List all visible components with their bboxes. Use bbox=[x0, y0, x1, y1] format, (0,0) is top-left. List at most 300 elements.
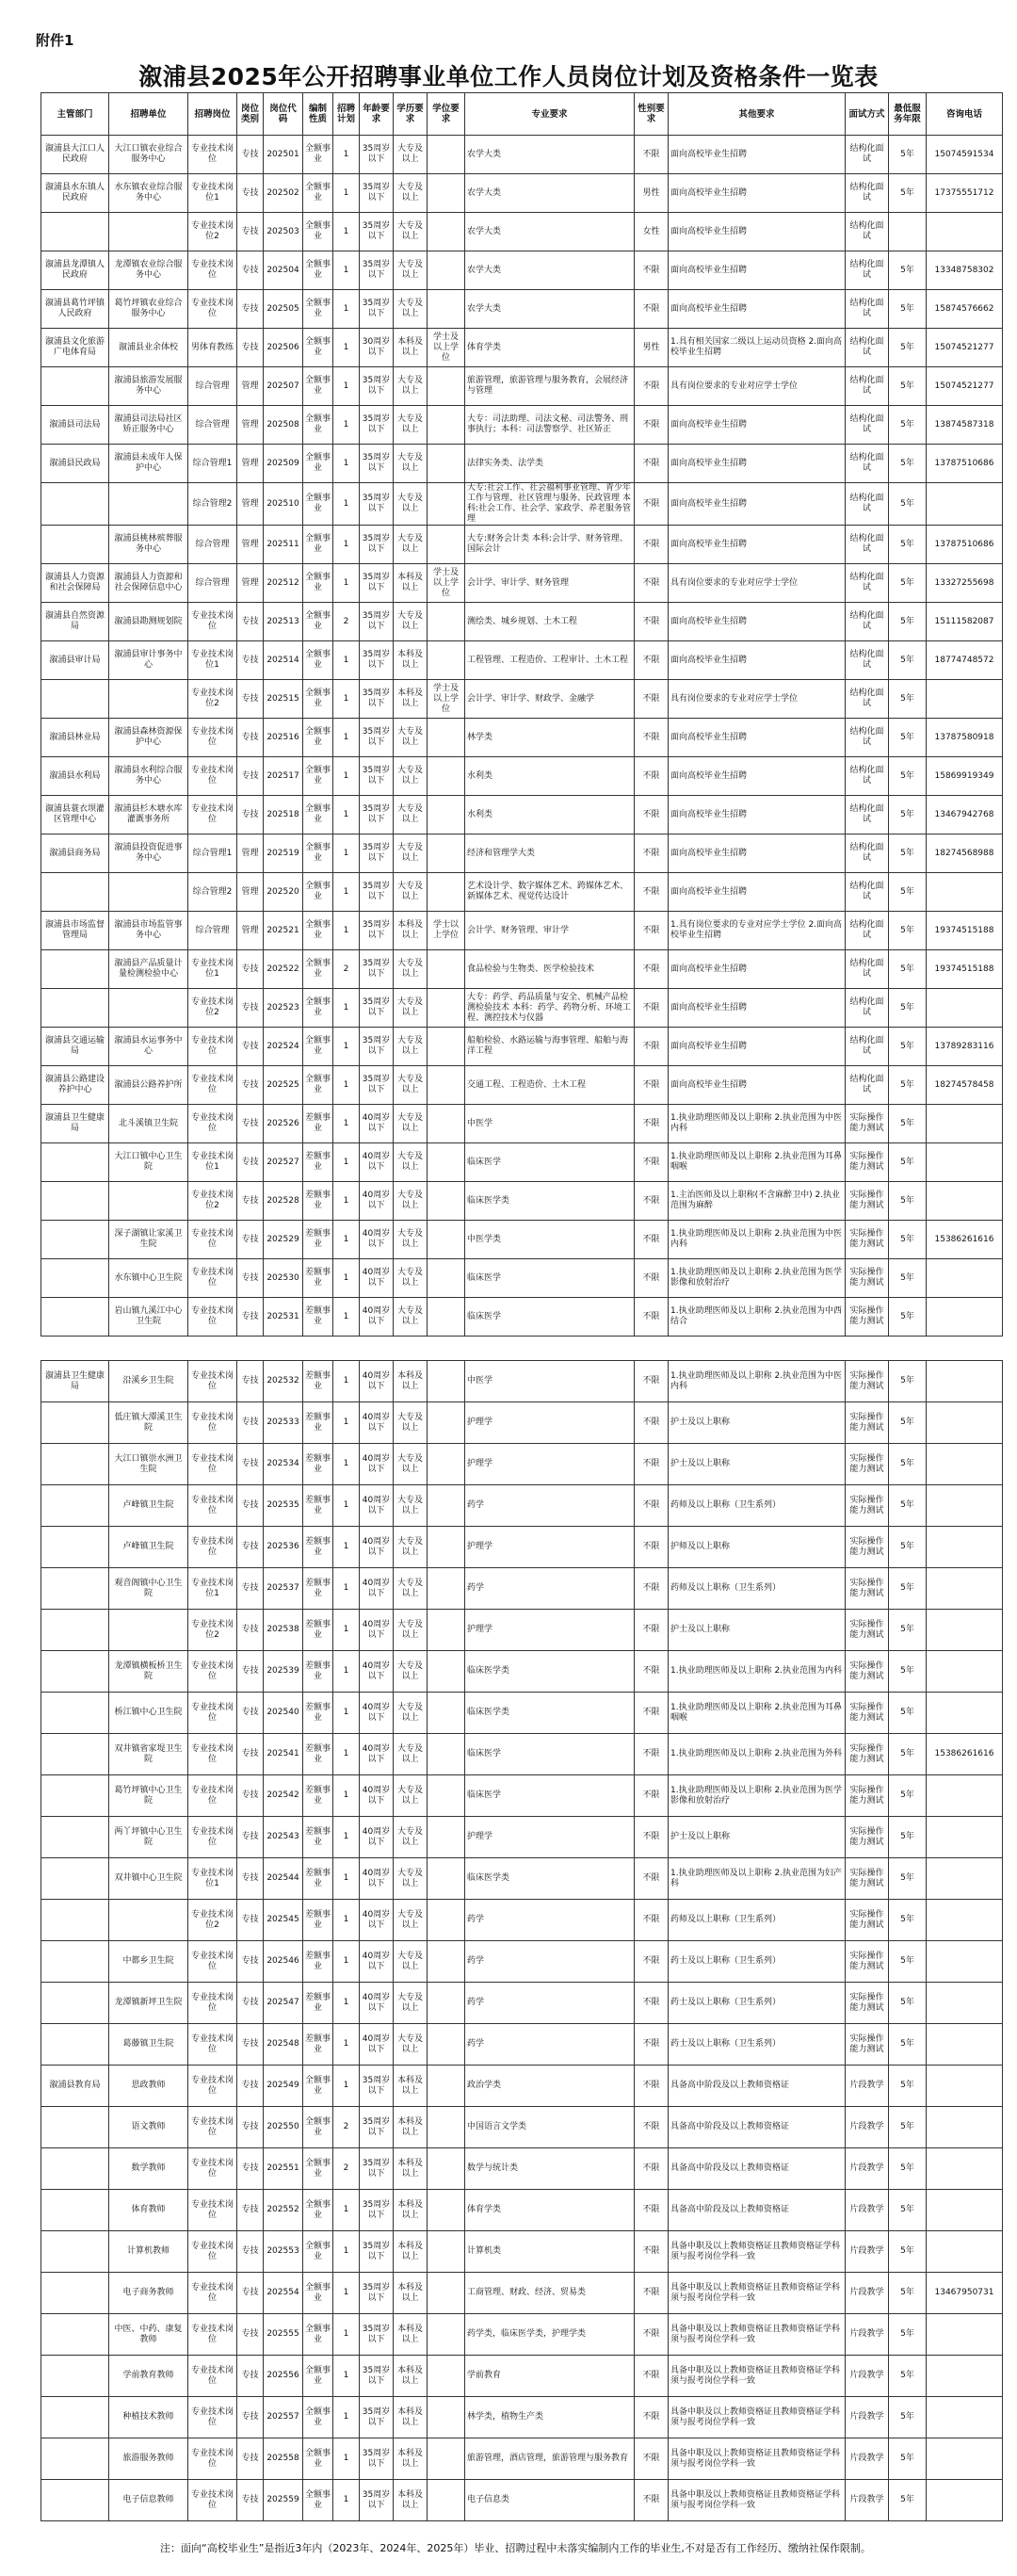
table-cell: 实际操作能力测试 bbox=[846, 1858, 889, 1900]
table-cell: 全额事业 bbox=[303, 680, 333, 719]
table-cell: 5年 bbox=[889, 1066, 927, 1105]
table-cell: 全额事业 bbox=[303, 2273, 333, 2314]
table-cell bbox=[927, 2356, 1003, 2397]
table-cell: 专技 bbox=[237, 1734, 264, 1775]
table-cell bbox=[927, 2480, 1003, 2521]
table-cell: 结构化面试 bbox=[846, 367, 889, 406]
table-cell: 龙潭镇新坪卫生院 bbox=[109, 1983, 188, 2024]
table-row bbox=[41, 834, 1003, 873]
table-row bbox=[41, 1734, 1003, 1775]
table-cell: 具备中职及以上教师资格证且教师资格证学科须与报考岗位学科一致 bbox=[669, 2356, 846, 2397]
table-row bbox=[41, 2397, 1003, 2438]
table-cell: 1.执业助理医师及以上职称 2.执业范围为医学影像和放射治疗 bbox=[669, 1775, 846, 1817]
table-cell: 5年 bbox=[889, 1485, 927, 1527]
table-cell: 40周岁以下 bbox=[360, 1817, 394, 1858]
table-cell: 药士及以上职称（卫生系列） bbox=[669, 1983, 846, 2024]
table-cell: 大专及以上 bbox=[394, 950, 428, 989]
table-cell: 专技 bbox=[237, 1444, 264, 1485]
table-cell: 5年 bbox=[889, 1028, 927, 1066]
table-cell: 旅游管理，酒店管理，旅游管理与服务教育 bbox=[465, 2438, 635, 2480]
table-cell: 全额事业 bbox=[303, 483, 333, 526]
table-cell: 专业技术岗位 bbox=[188, 2148, 237, 2190]
table-cell: 不限 bbox=[635, 680, 669, 719]
table-cell: 药士及以上职称（卫生系列） bbox=[669, 2024, 846, 2066]
table-cell: 1 bbox=[333, 1298, 360, 1337]
table-cell bbox=[41, 2190, 109, 2231]
table-row bbox=[41, 136, 1003, 174]
table-cell: 5年 bbox=[889, 1858, 927, 1900]
table-cell: 40周岁以下 bbox=[360, 1941, 394, 1983]
footnote: 注：面向“高校毕业生”是指近3年内（2023年、2024年、2025年）毕业、招聘过程中未落实编制内工作的毕业生,不对是否有工作经历、缴纳社保作限制。 bbox=[160, 2542, 871, 2554]
table-cell: 具备高中阶段及以上教师资格证 bbox=[669, 2148, 846, 2190]
table-cell: 专技 bbox=[237, 1361, 264, 1402]
table-cell: 不限 bbox=[635, 719, 669, 757]
table-cell: 专业技术岗位 bbox=[188, 1527, 237, 1568]
table-cell: 1 bbox=[333, 2024, 360, 2066]
table-cell: 202525 bbox=[264, 1066, 303, 1105]
table-cell: 15386261616 bbox=[927, 1221, 1003, 1259]
table-cell: 1 bbox=[333, 1693, 360, 1734]
table-cell: 1 bbox=[333, 1983, 360, 2024]
table-cell: 不限 bbox=[635, 2356, 669, 2397]
table-cell: 大江口镇农业综合服务中心 bbox=[109, 136, 188, 174]
table-cell: 大专及以上 bbox=[394, 136, 428, 174]
table-cell: 护理学 bbox=[465, 1817, 635, 1858]
table-cell: 35周岁以下 bbox=[360, 1066, 394, 1105]
table-cell: 大专及以上 bbox=[394, 1105, 428, 1143]
table-cell: 面向高校毕业生招聘 bbox=[669, 641, 846, 680]
column-header: 专业要求 bbox=[465, 93, 635, 136]
table-cell: 18274568988 bbox=[927, 834, 1003, 873]
table-cell: 202523 bbox=[264, 989, 303, 1028]
table-cell: 15869919349 bbox=[927, 757, 1003, 796]
table-cell: 专技 bbox=[237, 757, 264, 796]
table-cell: 不限 bbox=[635, 2190, 669, 2231]
table-cell: 35周岁以下 bbox=[360, 367, 394, 406]
table-cell bbox=[428, 445, 465, 483]
table-cell: 15074521277 bbox=[927, 329, 1003, 367]
table-cell: 不限 bbox=[635, 1734, 669, 1775]
table-cell: 大专及以上 bbox=[394, 1402, 428, 1444]
table-cell: 5年 bbox=[889, 873, 927, 912]
table-cell: 35周岁以下 bbox=[360, 719, 394, 757]
table-row bbox=[41, 2231, 1003, 2273]
table-cell: 溆浦县人力资源和社会保障信息中心 bbox=[109, 564, 188, 603]
table-cell: 实际操作能力测试 bbox=[846, 1610, 889, 1651]
table-cell: 不限 bbox=[635, 1568, 669, 1610]
table-cell: 大专及以上 bbox=[394, 1182, 428, 1221]
table-cell bbox=[428, 1221, 465, 1259]
table-row bbox=[41, 641, 1003, 680]
table-cell: 不限 bbox=[635, 1298, 669, 1337]
table-cell: 具备中职及以上教师资格证且教师资格证学科须与报考岗位学科一致 bbox=[669, 2273, 846, 2314]
table-row bbox=[41, 1444, 1003, 1485]
table-cell: 面向高校毕业生招聘 bbox=[669, 483, 846, 526]
table-cell: 专技 bbox=[237, 950, 264, 989]
table-cell: 1 bbox=[333, 2397, 360, 2438]
table-row bbox=[41, 445, 1003, 483]
table-row bbox=[41, 912, 1003, 950]
table-cell: 1 bbox=[333, 834, 360, 873]
table-cell: 临床医学类 bbox=[465, 1651, 635, 1693]
table-cell: 综合管理1 bbox=[188, 445, 237, 483]
table-cell: 结构化面试 bbox=[846, 1066, 889, 1105]
table-cell: 不限 bbox=[635, 1444, 669, 1485]
table-cell bbox=[428, 757, 465, 796]
table-cell: 面向高校毕业生招聘 bbox=[669, 603, 846, 641]
table-cell bbox=[428, 1568, 465, 1610]
table-cell: 专业技术岗位2 bbox=[188, 1610, 237, 1651]
table-cell: 35周岁以下 bbox=[360, 757, 394, 796]
table-cell bbox=[109, 1182, 188, 1221]
table-cell: 低庄镇大潭溪卫生院 bbox=[109, 1402, 188, 1444]
table-cell bbox=[41, 1817, 109, 1858]
table-cell: 1 bbox=[333, 1900, 360, 1941]
table-cell: 葛竹坪镇中心卫生院 bbox=[109, 1775, 188, 1817]
table-cell: 40周岁以下 bbox=[360, 1485, 394, 1527]
table-cell: 溆浦县人力资源和社会保障局 bbox=[41, 564, 109, 603]
table-cell: 不限 bbox=[635, 1527, 669, 1568]
table-cell: 专技 bbox=[237, 1941, 264, 1983]
table-cell bbox=[927, 1817, 1003, 1858]
table-cell: 综合管理2 bbox=[188, 873, 237, 912]
table-cell: 具备中职及以上教师资格证且教师资格证学科须与报考岗位学科一致 bbox=[669, 2397, 846, 2438]
table-cell: 面向高校毕业生招聘 bbox=[669, 174, 846, 213]
table-cell: 不限 bbox=[635, 526, 669, 564]
table-cell: 专业技术岗位 bbox=[188, 251, 237, 290]
table-cell bbox=[41, 950, 109, 989]
table-cell: 差额事业 bbox=[303, 1983, 333, 2024]
table-cell: 体育教师 bbox=[109, 2190, 188, 2231]
table-cell: 202541 bbox=[264, 1734, 303, 1775]
table-cell: 202542 bbox=[264, 1775, 303, 1817]
table-cell bbox=[428, 2356, 465, 2397]
table-cell: 不限 bbox=[635, 1259, 669, 1298]
table-cell: 差额事业 bbox=[303, 1402, 333, 1444]
table-cell: 护士及以上职称 bbox=[669, 1402, 846, 1444]
table-cell: 5年 bbox=[889, 1817, 927, 1858]
table-cell: 专业技术岗位 bbox=[188, 1775, 237, 1817]
table-cell bbox=[41, 526, 109, 564]
table-cell: 沿溪乡卫生院 bbox=[109, 1361, 188, 1402]
table-cell: 管理 bbox=[237, 483, 264, 526]
table-cell: 5年 bbox=[889, 641, 927, 680]
table-cell: 临床医学 bbox=[465, 1259, 635, 1298]
table-cell: 溆浦县交通运输局 bbox=[41, 1028, 109, 1066]
table-cell: 专技 bbox=[237, 1182, 264, 1221]
table-cell: 溆浦县水东镇人民政府 bbox=[41, 174, 109, 213]
table-cell: 202531 bbox=[264, 1298, 303, 1337]
table-cell: 全额事业 bbox=[303, 2107, 333, 2148]
table-cell: 学前教育 bbox=[465, 2356, 635, 2397]
table-cell: 202532 bbox=[264, 1361, 303, 1402]
table-cell: 5年 bbox=[889, 483, 927, 526]
table-cell: 专技 bbox=[237, 1527, 264, 1568]
table-cell: 临床医学 bbox=[465, 1775, 635, 1817]
table-cell: 专业技术岗位 bbox=[188, 603, 237, 641]
table-cell bbox=[41, 1298, 109, 1337]
table-cell: 溆浦县旅游发展服务中心 bbox=[109, 367, 188, 406]
table-row bbox=[41, 329, 1003, 367]
table-cell: 综合管理 bbox=[188, 367, 237, 406]
table-cell bbox=[927, 1259, 1003, 1298]
table-cell: 差额事业 bbox=[303, 1858, 333, 1900]
table-cell bbox=[927, 1105, 1003, 1143]
table-cell: 北斗溪镇卫生院 bbox=[109, 1105, 188, 1143]
table-cell: 1 bbox=[333, 641, 360, 680]
table-cell: 202504 bbox=[264, 251, 303, 290]
table-cell bbox=[428, 526, 465, 564]
table-cell bbox=[428, 1775, 465, 1817]
table-cell: 202547 bbox=[264, 1983, 303, 2024]
table-cell bbox=[41, 2314, 109, 2356]
table-cell: 大专及以上 bbox=[394, 1259, 428, 1298]
table-cell: 专业技术岗位 bbox=[188, 1983, 237, 2024]
table-cell: 1 bbox=[333, 2356, 360, 2397]
table-cell: 202545 bbox=[264, 1900, 303, 1941]
table-cell: 35周岁以下 bbox=[360, 641, 394, 680]
table-cell: 药师及以上职称（卫生系列） bbox=[669, 1568, 846, 1610]
table-cell bbox=[41, 1734, 109, 1775]
table-cell: 5年 bbox=[889, 2397, 927, 2438]
table-cell: 1 bbox=[333, 290, 360, 329]
table-cell: 临床医学类 bbox=[465, 1182, 635, 1221]
table-cell: 中医学类 bbox=[465, 1221, 635, 1259]
table-row bbox=[41, 719, 1003, 757]
table-cell: 溆浦县葛竹坪镇人民政府 bbox=[41, 290, 109, 329]
table-cell: 药学 bbox=[465, 1900, 635, 1941]
table-cell: 具备高中阶段及以上教师资格证 bbox=[669, 2190, 846, 2231]
table-cell bbox=[428, 950, 465, 989]
table-cell: 实际操作能力测试 bbox=[846, 1983, 889, 2024]
table-cell: 40周岁以下 bbox=[360, 1651, 394, 1693]
table-cell: 体育学类 bbox=[465, 329, 635, 367]
table-cell: 管理 bbox=[237, 564, 264, 603]
table-cell: 实际操作能力测试 bbox=[846, 1444, 889, 1485]
table-cell: 水利类 bbox=[465, 757, 635, 796]
table-cell: 专业技术岗位 bbox=[188, 2066, 237, 2107]
table-cell: 大专及以上 bbox=[394, 834, 428, 873]
table-cell: 临床医学 bbox=[465, 1143, 635, 1182]
table-cell bbox=[428, 2190, 465, 2231]
table-cell: 结构化面试 bbox=[846, 757, 889, 796]
table-cell: 专技 bbox=[237, 213, 264, 251]
table-cell bbox=[41, 1527, 109, 1568]
table-cell: 专技 bbox=[237, 1259, 264, 1298]
table-cell: 片段教学 bbox=[846, 2066, 889, 2107]
table-cell: 不限 bbox=[635, 950, 669, 989]
table-cell: 中医学 bbox=[465, 1105, 635, 1143]
table-cell: 不限 bbox=[635, 2107, 669, 2148]
table-cell: 专业技术岗位2 bbox=[188, 1900, 237, 1941]
table-cell: 35周岁以下 bbox=[360, 796, 394, 834]
table-cell: 2 bbox=[333, 2107, 360, 2148]
table-cell: 差额事业 bbox=[303, 1485, 333, 1527]
table-cell: 数学与统计类 bbox=[465, 2148, 635, 2190]
table-cell: 差额事业 bbox=[303, 1444, 333, 1485]
table-cell: 工商管理、财政、经济、贸易类 bbox=[465, 2273, 635, 2314]
table-cell: 1 bbox=[333, 1105, 360, 1143]
table-cell: 全额事业 bbox=[303, 912, 333, 950]
table-row bbox=[41, 1361, 1003, 1402]
table-cell: 35周岁以下 bbox=[360, 213, 394, 251]
table-cell: 实际操作能力测试 bbox=[846, 1651, 889, 1693]
column-header: 编制性质 bbox=[303, 93, 333, 136]
table-cell: 农学大类 bbox=[465, 174, 635, 213]
table-cell: 大专及以上 bbox=[394, 406, 428, 445]
table-cell: 全额事业 bbox=[303, 796, 333, 834]
table-cell bbox=[428, 1610, 465, 1651]
table-cell: 本科及以上 bbox=[394, 2148, 428, 2190]
table-cell: 专技 bbox=[237, 1298, 264, 1337]
column-header: 招聘单位 bbox=[109, 93, 188, 136]
table-cell bbox=[109, 1900, 188, 1941]
table-cell: 5年 bbox=[889, 989, 927, 1028]
table-cell: 202530 bbox=[264, 1259, 303, 1298]
table-cell bbox=[41, 213, 109, 251]
table-cell: 综合管理 bbox=[188, 406, 237, 445]
table-cell: 1.具有相关国家二级以上运动员资格 2.面向高校毕业生招聘 bbox=[669, 329, 846, 367]
table-cell: 溆浦县公路养护所 bbox=[109, 1066, 188, 1105]
table-cell: 专技 bbox=[237, 1028, 264, 1066]
table-cell: 1 bbox=[333, 1651, 360, 1693]
table-cell: 结构化面试 bbox=[846, 603, 889, 641]
table-cell: 差额事业 bbox=[303, 1775, 333, 1817]
table-cell: 1 bbox=[333, 912, 360, 950]
table-cell: 大江口镇崇水洲卫生院 bbox=[109, 1444, 188, 1485]
table-cell: 专业技术岗位 bbox=[188, 2314, 237, 2356]
table-cell: 专技 bbox=[237, 329, 264, 367]
table-cell: 不限 bbox=[635, 2438, 669, 2480]
table-cell: 202511 bbox=[264, 526, 303, 564]
table-cell: 5年 bbox=[889, 526, 927, 564]
table-row bbox=[41, 367, 1003, 406]
table-cell: 药士及以上职称（卫生系列） bbox=[669, 1941, 846, 1983]
table-cell: 专技 bbox=[237, 603, 264, 641]
table-cell bbox=[428, 1527, 465, 1568]
table-cell: 专业技术岗位 bbox=[188, 1028, 237, 1066]
table-cell: 结构化面试 bbox=[846, 641, 889, 680]
table-cell: 药学类，临床医学类，护理学类 bbox=[465, 2314, 635, 2356]
table-cell: 面向高校毕业生招聘 bbox=[669, 526, 846, 564]
table-cell: 不限 bbox=[635, 1402, 669, 1444]
table-cell: 综合管理 bbox=[188, 912, 237, 950]
table-cell: 计算机类 bbox=[465, 2231, 635, 2273]
table-cell: 深子湖镇让家溪卫生院 bbox=[109, 1221, 188, 1259]
table-cell: 本科及以上 bbox=[394, 912, 428, 950]
table-cell: 大专及以上 bbox=[394, 213, 428, 251]
table-row bbox=[41, 2438, 1003, 2480]
table-cell: 202518 bbox=[264, 796, 303, 834]
table-cell: 大专及以上 bbox=[394, 1817, 428, 1858]
table-cell: 专技 bbox=[237, 1775, 264, 1817]
table-cell: 大专及以上 bbox=[394, 251, 428, 290]
table-row bbox=[41, 2066, 1003, 2107]
table-cell: 大专及以上 bbox=[394, 1610, 428, 1651]
table-cell: 专业技术岗位1 bbox=[188, 641, 237, 680]
table-cell: 5年 bbox=[889, 1444, 927, 1485]
table-cell: 双井镇中心卫生院 bbox=[109, 1858, 188, 1900]
table-cell: 结构化面试 bbox=[846, 680, 889, 719]
table-cell bbox=[927, 2107, 1003, 2148]
table-cell: 专技 bbox=[237, 2480, 264, 2521]
table-cell: 葛竹坪镇农业综合服务中心 bbox=[109, 290, 188, 329]
table-cell: 1 bbox=[333, 680, 360, 719]
table-cell: 202546 bbox=[264, 1941, 303, 1983]
table-cell bbox=[428, 719, 465, 757]
table-cell bbox=[428, 873, 465, 912]
header-row bbox=[41, 93, 1003, 136]
table-cell: 35周岁以下 bbox=[360, 2356, 394, 2397]
table-cell: 202551 bbox=[264, 2148, 303, 2190]
table-cell: 不限 bbox=[635, 1941, 669, 1983]
table-cell bbox=[428, 483, 465, 526]
table-cell: 13327255698 bbox=[927, 564, 1003, 603]
table-cell: 1 bbox=[333, 1259, 360, 1298]
table-cell: 专技 bbox=[237, 290, 264, 329]
table-cell: 结构化面试 bbox=[846, 989, 889, 1028]
table-cell bbox=[927, 1693, 1003, 1734]
table-cell: 202550 bbox=[264, 2107, 303, 2148]
table-cell: 溆浦县民政局 bbox=[41, 445, 109, 483]
table-cell: 35周岁以下 bbox=[360, 483, 394, 526]
table-cell: 202503 bbox=[264, 213, 303, 251]
table-cell: 1 bbox=[333, 213, 360, 251]
table-cell: 不限 bbox=[635, 1817, 669, 1858]
table-cell: 结构化面试 bbox=[846, 834, 889, 873]
table-cell: 1 bbox=[333, 719, 360, 757]
table-cell: 1 bbox=[333, 136, 360, 174]
positions-table-part-1 bbox=[40, 92, 1003, 1337]
table-cell: 专业技术岗位 bbox=[188, 1259, 237, 1298]
table-cell: 差额事业 bbox=[303, 1651, 333, 1693]
table-cell: 5年 bbox=[889, 2107, 927, 2148]
table-cell: 两丫坪镇中心卫生院 bbox=[109, 1817, 188, 1858]
table-cell: 18274578458 bbox=[927, 1066, 1003, 1105]
table-cell bbox=[428, 2231, 465, 2273]
table-cell: 202557 bbox=[264, 2397, 303, 2438]
table-cell: 35周岁以下 bbox=[360, 603, 394, 641]
table-cell: 5年 bbox=[889, 1143, 927, 1182]
table-cell bbox=[41, 2024, 109, 2066]
table-cell: 1.执业助理医师及以上职称 2.执业范围为内科 bbox=[669, 1651, 846, 1693]
table-cell: 1 bbox=[333, 2231, 360, 2273]
table-cell: 不限 bbox=[635, 1651, 669, 1693]
table-cell: 全额事业 bbox=[303, 641, 333, 680]
table-cell bbox=[428, 174, 465, 213]
table-cell bbox=[41, 2231, 109, 2273]
table-cell: 35周岁以下 bbox=[360, 912, 394, 950]
table-cell: 实际操作能力测试 bbox=[846, 1259, 889, 1298]
table-cell bbox=[41, 989, 109, 1028]
table-row bbox=[41, 2480, 1003, 2521]
table-cell bbox=[428, 2438, 465, 2480]
table-cell: 结构化面试 bbox=[846, 873, 889, 912]
table-row bbox=[41, 1941, 1003, 1983]
table-cell: 1 bbox=[333, 1182, 360, 1221]
table-cell: 本科及以上 bbox=[394, 641, 428, 680]
table-cell: 片段教学 bbox=[846, 2107, 889, 2148]
table-cell: 5年 bbox=[889, 1693, 927, 1734]
table-cell: 学士及以上学位 bbox=[428, 564, 465, 603]
table-cell: 5年 bbox=[889, 719, 927, 757]
table-cell: 面向高校毕业生招聘 bbox=[669, 796, 846, 834]
table-row bbox=[41, 564, 1003, 603]
table-cell: 全额事业 bbox=[303, 290, 333, 329]
table-cell: 202505 bbox=[264, 290, 303, 329]
table-cell: 面向高校毕业生招聘 bbox=[669, 136, 846, 174]
table-cell: 专业技术岗位 bbox=[188, 2231, 237, 2273]
